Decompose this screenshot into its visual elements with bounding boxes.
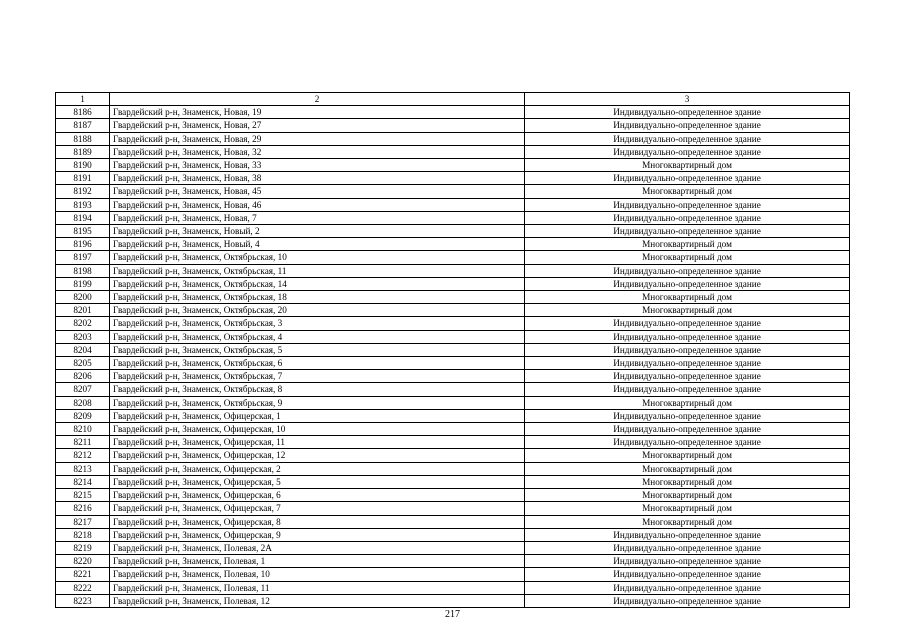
cell-building-type: Индивидуально-определенное здание	[525, 436, 850, 449]
cell-number: 8204	[56, 343, 110, 356]
cell-number: 8190	[56, 159, 110, 172]
table-row	[56, 185, 850, 198]
cell-building-type: Многоквартирный дом	[525, 515, 850, 528]
cell-building-type: Индивидуально-определенное здание	[525, 172, 850, 185]
cell-building-type: Индивидуально-определенное здание	[525, 277, 850, 290]
cell-address: Гвардейский р-н, Знаменск, Полевая, 10	[110, 568, 525, 581]
cell-number: 8218	[56, 528, 110, 541]
cell-number: 8207	[56, 383, 110, 396]
table-row	[56, 238, 850, 251]
cell-building-type: Индивидуально-определенное здание	[525, 555, 850, 568]
cell-number: 8201	[56, 304, 110, 317]
cell-address: Гвардейский р-н, Знаменск, Октябрьская, 5	[110, 343, 525, 356]
table-row	[56, 475, 850, 488]
cell-address: Гвардейский р-н, Знаменск, Полевая, 1	[110, 555, 525, 568]
cell-building-type: Многоквартирный дом	[525, 159, 850, 172]
cell-number: 8217	[56, 515, 110, 528]
cell-building-type: Индивидуально-определенное здание	[525, 581, 850, 594]
table-row	[56, 251, 850, 264]
cell-address: Гвардейский р-н, Знаменск, Офицерская, 8	[110, 515, 525, 528]
cell-building-type: Многоквартирный дом	[525, 489, 850, 502]
table-row	[56, 528, 850, 541]
cell-building-type: Индивидуально-определенное здание	[525, 330, 850, 343]
cell-number: 8189	[56, 145, 110, 158]
cell-address: Гвардейский р-н, Знаменск, Полевая, 2А	[110, 541, 525, 554]
cell-building-type: Индивидуально-определенное здание	[525, 211, 850, 224]
cell-address: Гвардейский р-н, Знаменск, Новая, 38	[110, 172, 525, 185]
cell-address: Гвардейский р-н, Знаменск, Новая, 33	[110, 159, 525, 172]
cell-number: 8219	[56, 541, 110, 554]
cell-building-type: Многоквартирный дом	[525, 304, 850, 317]
table-row	[56, 172, 850, 185]
cell-address: Гвардейский р-н, Знаменск, Новая, 27	[110, 119, 525, 132]
cell-building-type: Индивидуально-определенное здание	[525, 357, 850, 370]
cell-address: Гвардейский р-н, Знаменск, Октябрьская, 18	[110, 291, 525, 304]
cell-number: 8214	[56, 475, 110, 488]
cell-building-type: Индивидуально-определенное здание	[525, 383, 850, 396]
table-row	[56, 409, 850, 422]
cell-address: Гвардейский р-н, Знаменск, Новая, 19	[110, 106, 525, 119]
cell-address: Гвардейский р-н, Знаменск, Октябрьская, 10	[110, 251, 525, 264]
table-row	[56, 211, 850, 224]
table-row	[56, 304, 850, 317]
table-row	[56, 343, 850, 356]
cell-address: Гвардейский р-н, Знаменск, Новая, 29	[110, 132, 525, 145]
table-row	[56, 436, 850, 449]
page-number: 217	[445, 609, 460, 620]
table-row	[56, 449, 850, 462]
cell-address: Гвардейский р-н, Знаменск, Полевая, 12	[110, 594, 525, 607]
cell-number: 8223	[56, 594, 110, 607]
table-row	[56, 132, 850, 145]
cell-building-type: Индивидуально-определенное здание	[525, 409, 850, 422]
cell-building-type: Многоквартирный дом	[525, 251, 850, 264]
cell-building-type: Многоквартирный дом	[525, 291, 850, 304]
cell-address: Гвардейский р-н, Знаменск, Офицерская, 9	[110, 528, 525, 541]
table-row	[56, 502, 850, 515]
cell-number: 8215	[56, 489, 110, 502]
cell-number: 8200	[56, 291, 110, 304]
cell-address: Гвардейский р-н, Знаменск, Новая, 45	[110, 185, 525, 198]
table-header-row	[56, 93, 850, 106]
registry-table	[55, 92, 850, 608]
cell-building-type: Многоквартирный дом	[525, 185, 850, 198]
cell-number: 8196	[56, 238, 110, 251]
cell-number: 8216	[56, 502, 110, 515]
table-row	[56, 106, 850, 119]
table-row	[56, 119, 850, 132]
cell-number: 8186	[56, 106, 110, 119]
cell-building-type: Индивидуально-определенное здание	[525, 568, 850, 581]
cell-number: 8213	[56, 462, 110, 475]
cell-number: 8191	[56, 172, 110, 185]
table-row	[56, 462, 850, 475]
cell-address: Гвардейский р-н, Знаменск, Офицерская, 10	[110, 423, 525, 436]
table-row	[56, 489, 850, 502]
column-header-address: 2	[110, 93, 525, 106]
cell-number: 8206	[56, 370, 110, 383]
column-header-type: 3	[525, 93, 850, 106]
cell-address: Гвардейский р-н, Знаменск, Новая, 7	[110, 211, 525, 224]
cell-building-type: Индивидуально-определенное здание	[525, 225, 850, 238]
cell-address: Гвардейский р-н, Знаменск, Октябрьская, 8	[110, 383, 525, 396]
cell-address: Гвардейский р-н, Знаменск, Офицерская, 6	[110, 489, 525, 502]
cell-address: Гвардейский р-н, Знаменск, Офицерская, 5	[110, 475, 525, 488]
cell-building-type: Многоквартирный дом	[525, 502, 850, 515]
table-row	[56, 594, 850, 607]
cell-address: Гвардейский р-н, Знаменск, Новый, 4	[110, 238, 525, 251]
table-row	[56, 568, 850, 581]
cell-building-type: Индивидуально-определенное здание	[525, 594, 850, 607]
cell-number: 8209	[56, 409, 110, 422]
table-row	[56, 555, 850, 568]
cell-number: 8210	[56, 423, 110, 436]
cell-building-type: Многоквартирный дом	[525, 462, 850, 475]
cell-number: 8192	[56, 185, 110, 198]
cell-number: 8205	[56, 357, 110, 370]
table-row	[56, 515, 850, 528]
cell-number: 8197	[56, 251, 110, 264]
table-row	[56, 396, 850, 409]
cell-address: Гвардейский р-н, Знаменск, Новая, 46	[110, 198, 525, 211]
cell-building-type: Индивидуально-определенное здание	[525, 119, 850, 132]
cell-building-type: Индивидуально-определенное здание	[525, 370, 850, 383]
table-row	[56, 317, 850, 330]
cell-address: Гвардейский р-н, Знаменск, Октябрьская, 11	[110, 264, 525, 277]
column-header-number: 1	[56, 93, 110, 106]
cell-building-type: Индивидуально-определенное здание	[525, 145, 850, 158]
cell-building-type: Индивидуально-определенное здание	[525, 132, 850, 145]
cell-address: Гвардейский р-н, Знаменск, Октябрьская, 6	[110, 357, 525, 370]
cell-number: 8222	[56, 581, 110, 594]
cell-building-type: Индивидуально-определенное здание	[525, 541, 850, 554]
table-row	[56, 145, 850, 158]
cell-number: 8194	[56, 211, 110, 224]
cell-address: Гвардейский р-н, Знаменск, Офицерская, 7	[110, 502, 525, 515]
cell-number: 8212	[56, 449, 110, 462]
cell-address: Гвардейский р-н, Знаменск, Октябрьская, 14	[110, 277, 525, 290]
cell-number: 8188	[56, 132, 110, 145]
cell-number: 8221	[56, 568, 110, 581]
cell-building-type: Индивидуально-определенное здание	[525, 198, 850, 211]
cell-building-type: Индивидуально-определенное здание	[525, 423, 850, 436]
table-row	[56, 357, 850, 370]
cell-number: 8202	[56, 317, 110, 330]
cell-number: 8198	[56, 264, 110, 277]
cell-building-type: Многоквартирный дом	[525, 396, 850, 409]
cell-number: 8187	[56, 119, 110, 132]
registry-table-body	[56, 93, 850, 608]
table-row	[56, 581, 850, 594]
cell-building-type: Многоквартирный дом	[525, 449, 850, 462]
cell-building-type: Многоквартирный дом	[525, 475, 850, 488]
table-row	[56, 383, 850, 396]
cell-number: 8193	[56, 198, 110, 211]
table-row	[56, 198, 850, 211]
table-row	[56, 291, 850, 304]
cell-address: Гвардейский р-н, Знаменск, Октябрьская, 3	[110, 317, 525, 330]
table-row	[56, 159, 850, 172]
cell-number: 8208	[56, 396, 110, 409]
cell-number: 8220	[56, 555, 110, 568]
cell-number: 8203	[56, 330, 110, 343]
cell-address: Гвардейский р-н, Знаменск, Офицерская, 12	[110, 449, 525, 462]
cell-number: 8211	[56, 436, 110, 449]
table-row	[56, 330, 850, 343]
cell-building-type: Индивидуально-определенное здание	[525, 343, 850, 356]
cell-number: 8195	[56, 225, 110, 238]
cell-address: Гвардейский р-н, Знаменск, Офицерская, 1	[110, 409, 525, 422]
table-row	[56, 225, 850, 238]
cell-building-type: Индивидуально-определенное здание	[525, 264, 850, 277]
cell-address: Гвардейский р-н, Знаменск, Новый, 2	[110, 225, 525, 238]
cell-number: 8199	[56, 277, 110, 290]
cell-address: Гвардейский р-н, Знаменск, Полевая, 11	[110, 581, 525, 594]
cell-building-type: Индивидуально-определенное здание	[525, 528, 850, 541]
cell-building-type: Индивидуально-определенное здание	[525, 317, 850, 330]
cell-address: Гвардейский р-н, Знаменск, Офицерская, 11	[110, 436, 525, 449]
table-row	[56, 277, 850, 290]
table-row	[56, 370, 850, 383]
table-row	[56, 423, 850, 436]
cell-address: Гвардейский р-н, Знаменск, Октябрьская, 9	[110, 396, 525, 409]
cell-building-type: Многоквартирный дом	[525, 238, 850, 251]
cell-address: Гвардейский р-н, Знаменск, Новая, 32	[110, 145, 525, 158]
cell-building-type: Индивидуально-определенное здание	[525, 106, 850, 119]
cell-address: Гвардейский р-н, Знаменск, Октябрьская, 7	[110, 370, 525, 383]
table-row	[56, 541, 850, 554]
cell-address: Гвардейский р-н, Знаменск, Октябрьская, 20	[110, 304, 525, 317]
cell-address: Гвардейский р-н, Знаменск, Октябрьская, 4	[110, 330, 525, 343]
table-row	[56, 264, 850, 277]
cell-address: Гвардейский р-н, Знаменск, Офицерская, 2	[110, 462, 525, 475]
